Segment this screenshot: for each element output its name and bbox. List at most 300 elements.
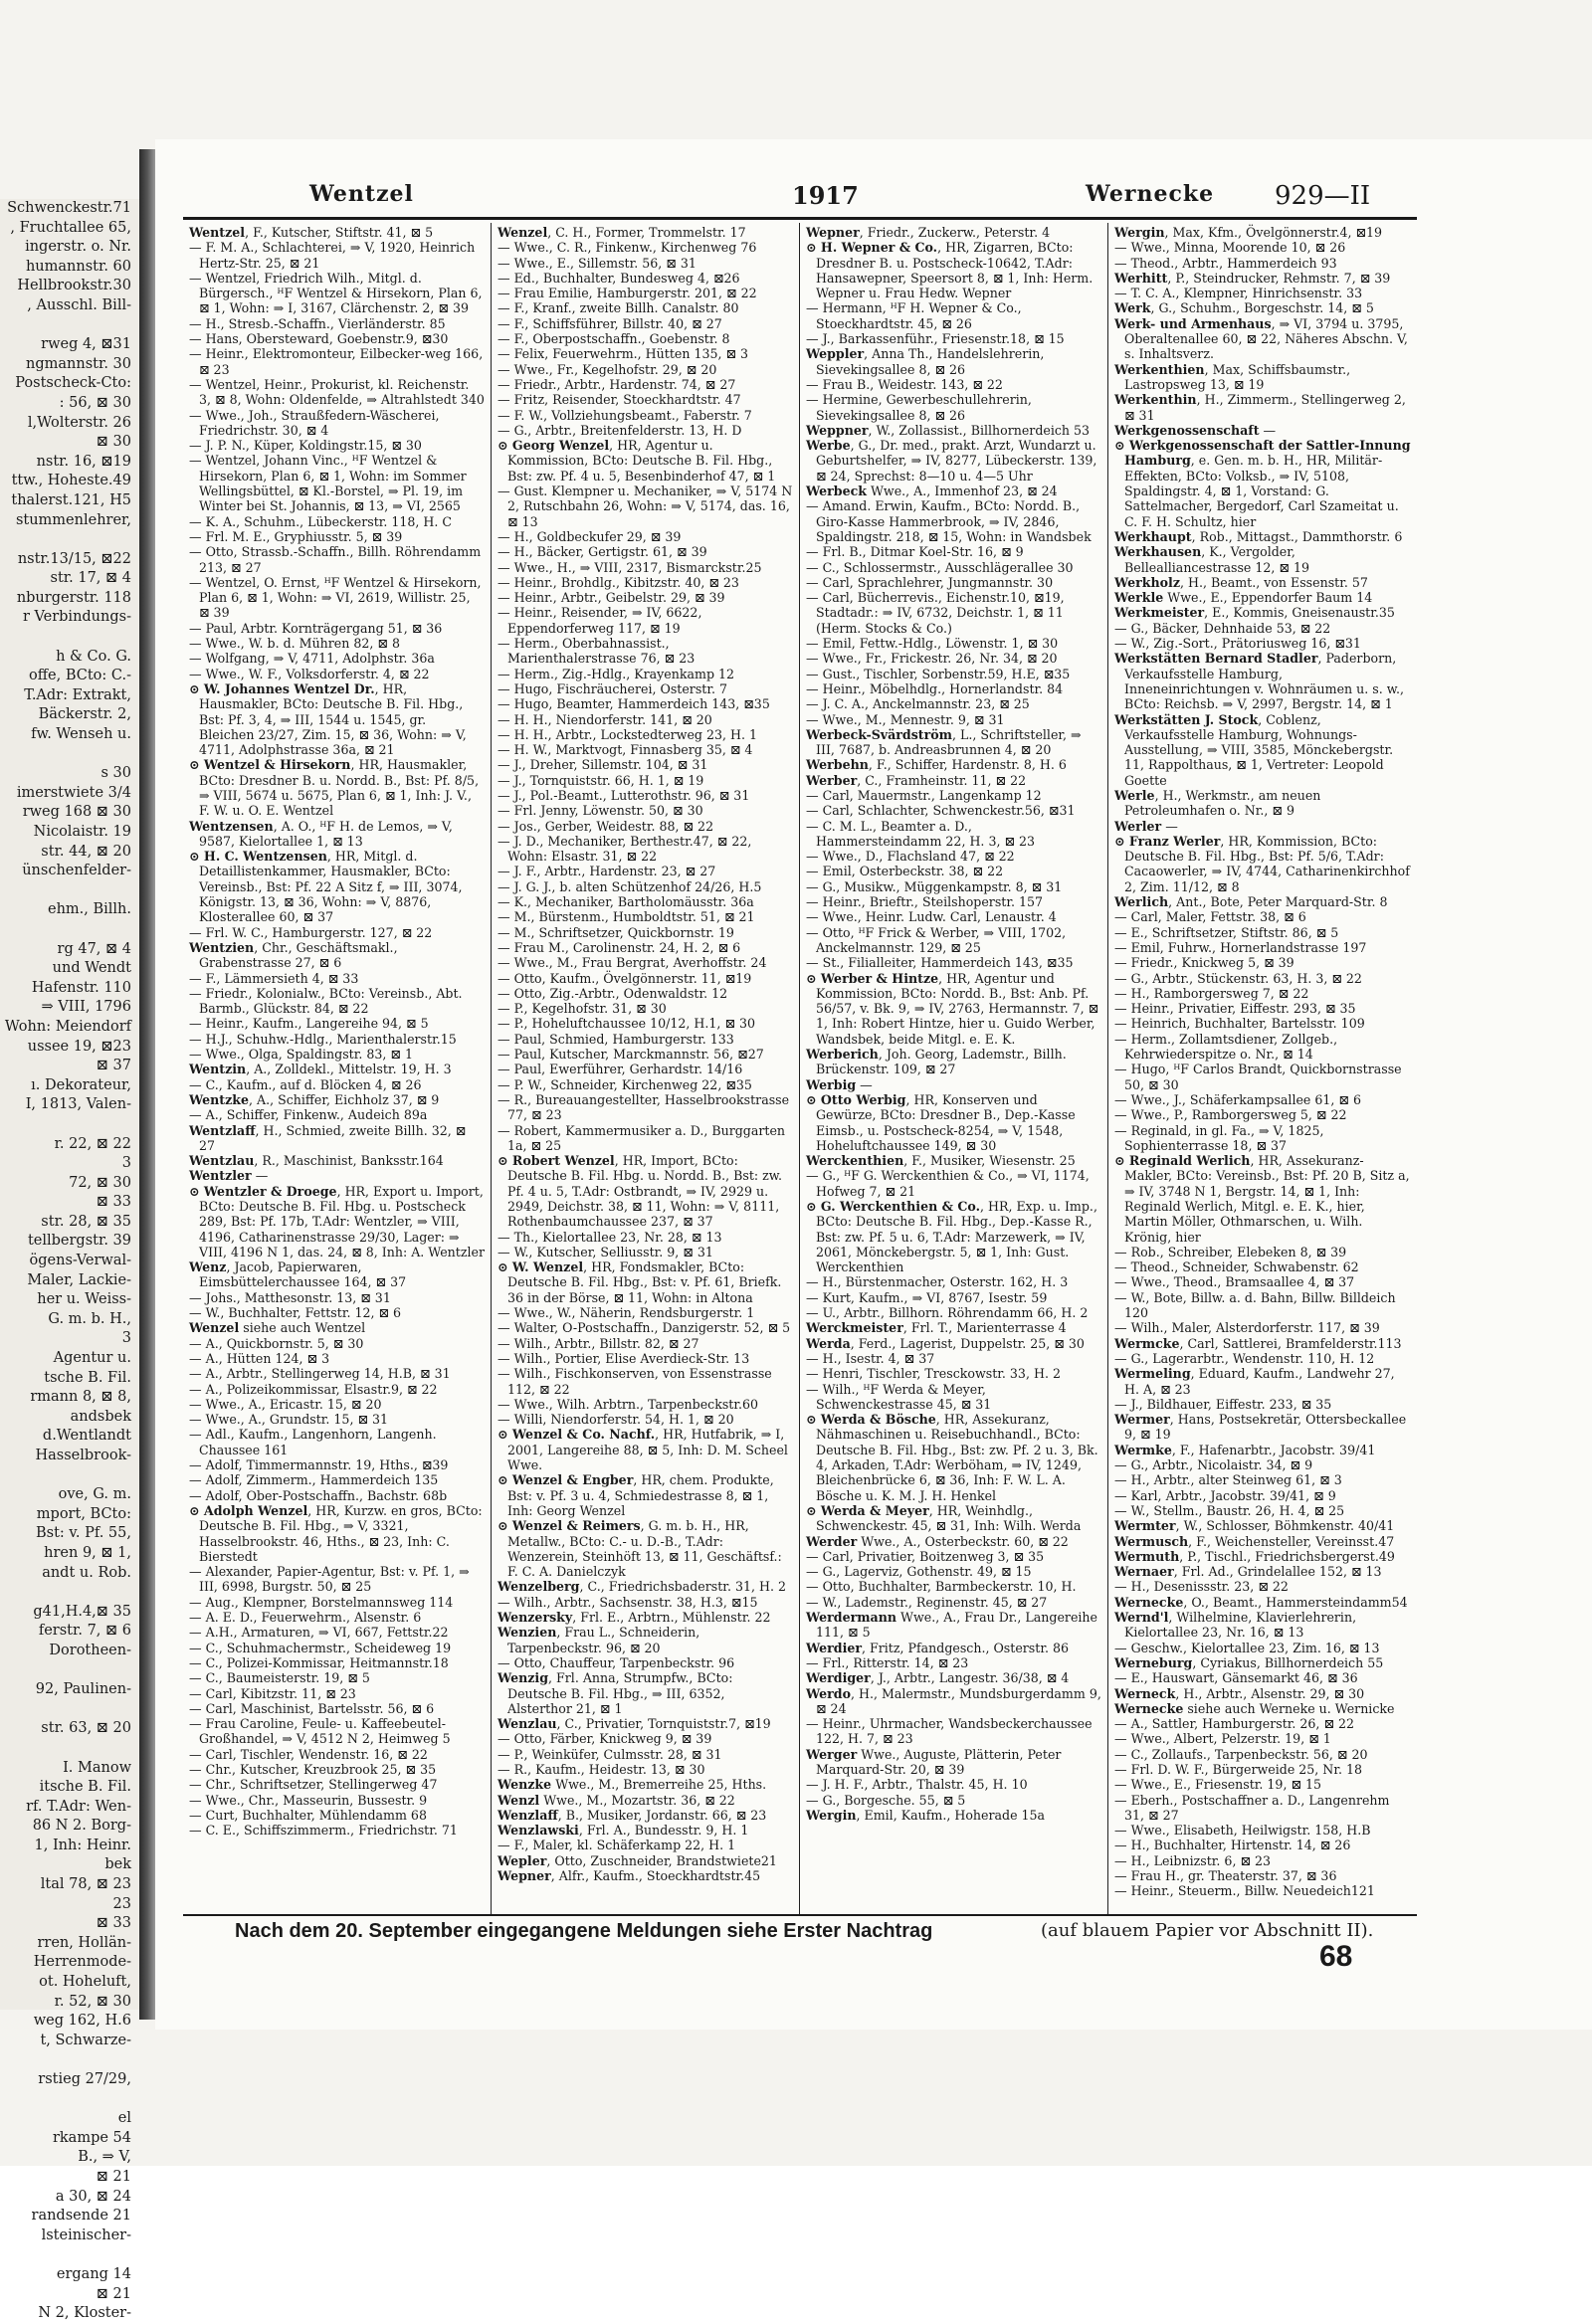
directory-entry: — Emil, Fuhrw., Hornerlandstrasse 197 (1114, 939, 1367, 955)
directory-column-1 (183, 223, 492, 1914)
strip-line: d.Wentlandt (42, 1428, 131, 1445)
directory-page (155, 139, 1592, 2030)
directory-entry: Wepner, Friedr., Zuckerw., Peterstr. 4 (806, 225, 1051, 240)
directory-entry: — Carl, Schlachter, Schwenckestr.56, ⊠31 (806, 803, 1076, 819)
directory-entry: Wenzelberg, C., Friedrichsbaderstr. 31, H. 2 (498, 1579, 786, 1595)
directory-entry: — Otto, ᴴF Frick & Werber, ⇒ VIII, 1702, Anckelmannstr. 129, ⊠ 25 (806, 924, 1067, 955)
directory-entry: ⊙ Adolph Wenzel, HR, Kurzw. en gros, BCto: Deutsche B. Fil. Hbg., ⇒ V, 3321, Hasselbrookstr. 46, Hths., ⊠ 23, Inh: C. Bierstedt (189, 1502, 483, 1564)
directory-entry: — J., Bildhauer, Eiffestr. 233, ⊠ 35 (1114, 1396, 1332, 1412)
directory-entry: Werbeck-Svärdström, L., Schriftsteller, ⇒ III, 7687, b. Andreasbrunnen 4, ⊠ 20 (806, 726, 1082, 758)
directory-entry: — Wwe., Minna, Moorende 10, ⊠ 26 (1114, 240, 1346, 256)
directory-entry: — Wwe., A., Ericastr. 15, ⊠ 20 (189, 1396, 382, 1412)
directory-entry: — Wwe., W. b. d. Mühren 82, ⊠ 8 (189, 636, 400, 652)
directory-entry: — Heinr., Brieftr., Steilshoperstr. 157 (806, 894, 1044, 910)
directory-entry: Wentzensen, A. O., ᴴF H. de Lemos, ⇒ V, 9587, Kielortallee 1, ⊠ 13 (189, 818, 453, 849)
directory-entry: — A. E. D., Feuerwehrm., Alsenstr. 6 (189, 1610, 422, 1626)
directory-entry: — Chr., Schriftsetzer, Stellingerweg 47 (189, 1777, 438, 1793)
directory-entry: ⊙ Werda & Bösche, HR, Assekuranz, Nähmaschinen u. Reisebuchhandl., BCto: Deutsche B. Fil. Hbg., Bst: zw. Pf. 2 u. 3, Bk. 4, Arkaden, T.Adr: Werböham, ⇒ IV, 1249, Bleichenbrücke 6, ⊠ 36, Inh: F. W. L. A. Bösche u. K. M. J. H. Henkel (806, 1412, 1098, 1503)
footer-rule (183, 1914, 1417, 1916)
directory-entry: ⊙ H. Wepner & Co., HR, Zigarren, BCto: Dresdner B. u. Postscheck-10642, T.Adr: Hansawepner, Speersort 8, ⊠ 1, Inh: Herm. Wepner u. Frau Hedw. Wepner (806, 240, 1094, 301)
strip-line: Agentur u. (53, 1350, 131, 1367)
directory-entry: — Jos., Gerber, Weidestr. 88, ⊠ 22 (498, 818, 714, 834)
strip-line (0, 1739, 139, 1759)
strip-line: randsende 21 (31, 2208, 131, 2225)
strip-line: s 30 (100, 765, 131, 782)
directory-entry: Werberich, Joh. Georg, Lademstr., Billh. Brückenstr. 109, ⊠ 27 (806, 1047, 1067, 1077)
strip-line: tsche B. Fil. (44, 1369, 131, 1386)
directory-entry: — Hugo, ᴴF Carlos Brandt, Quickbornstrasse 50, ⊠ 30 (1114, 1062, 1402, 1092)
strip-line: rweg 4, ⊠31 (41, 336, 131, 353)
directory-entry: — Wwe., H., ⇒ VIII, 2317, Bismarckstr.25 (498, 559, 762, 575)
directory-entry: — A., Arbtr., Stellingerweg 14, H.B, ⊠ 31 (189, 1366, 451, 1382)
directory-entry: — C., Baumeisterstr. 19, ⊠ 5 (189, 1670, 370, 1686)
directory-entry: — J. F., Arbtr., Hardenstr. 23, ⊠ 27 (498, 864, 716, 879)
directory-entry: — Frl., Ritterstr. 14, ⊠ 23 (806, 1654, 969, 1670)
directory-entry: — Hans, Obersteward, Goebenstr.9, ⊠30 (189, 331, 449, 347)
strip-line: humannstr. 60 (25, 258, 131, 275)
directory-entry: — Friedr., Arbtr., Hardenstr. 74, ⊠ 27 (498, 376, 736, 392)
strip-line: her u. Weiss- (37, 1291, 131, 1308)
strip-line: str. 44, ⊠ 20 (41, 843, 131, 860)
directory-entry: Werkgenossenschaft — (1114, 422, 1277, 438)
directory-entry: — J., Pol.-Beamt., Lutterothstr. 96, ⊠ 31 (498, 787, 750, 803)
directory-entry: Wenzlaff, B., Musiker, Jordanstr. 66, ⊠ 23 (498, 1807, 767, 1823)
directory-entry: — Paul, Schmied, Hamburgerstr. 133 (498, 1031, 734, 1047)
strip-line: 92, Paulinen- (35, 1681, 131, 1698)
strip-line: T.Adr: Extrakt, (24, 686, 131, 703)
strip-line: ⊠ 30 (96, 434, 131, 451)
directory-entry: ⊙ G. Werckenthien & Co., HR, Exp. u. Imp., BCto: Deutsche B. Fil. Hbg., Dep.-Kasse R., Bst: zw. Pf. 5 u. 6, T.Adr: Marzewerk, ⇒ IV, 2061, Mönckebergstr. 5, ⊠ 1, Inh: Gust. Werckenthien (806, 1199, 1097, 1275)
directory-entry: — Heinr., Uhrmacher, Wandsbeckerchaussee 122, H. 7, ⊠ 23 (806, 1716, 1093, 1747)
directory-entry: — E., Hauswart, Gänsemarkt 46, ⊠ 36 (1114, 1670, 1358, 1686)
directory-entry: — C., Kaufm., auf d. Blöcken 4, ⊠ 26 (189, 1076, 422, 1092)
strip-line: fw. Wenseh u. (31, 726, 131, 743)
strip-line: ove, G. m. (58, 1486, 131, 1503)
directory-entry: — F., Oberpostschaffn., Goebenstr. 8 (498, 331, 730, 347)
directory-entry: — Kurt, Kaufm., ⇒ VI, 8767, Isestr. 59 (806, 1289, 1048, 1305)
directory-entry: — Emil, Fettw.-Hdlg., Löwenstr. 1, ⊠ 30 (806, 636, 1059, 652)
directory-entry: Wepler, Otto, Zuschneider, Brandstwiete21 (498, 1852, 777, 1868)
running-head (155, 181, 1419, 217)
directory-entry: — R., Bureauangestellter, Hasselbrookstrasse 77, ⊠ 23 (498, 1091, 790, 1123)
directory-entry: — Reginald, in gl. Fa., ⇒ V, 1825, Sophienterrasse 18, ⊠ 37 (1114, 1122, 1324, 1153)
directory-entry: Werhitt, P., Steindrucker, Rehmstr. 7, ⊠ 39 (1114, 270, 1391, 286)
directory-entry: Wenzersky, Frl. E., Arbtrn., Mühlenstr. 22 (498, 1610, 771, 1626)
strip-line (0, 2245, 139, 2265)
directory-entry: — G., Arbtr., Nicolaistr. 34, ⊠ 9 (1114, 1457, 1313, 1473)
directory-entry: — Wwe., D., Flachsland 47, ⊠ 22 (806, 849, 1015, 865)
strip-line: ngmannstr. 30 (26, 355, 131, 372)
directory-entry: — Otto, Strassb.-Schaffn., Billh. Röhrendamm 213, ⊠ 27 (189, 544, 482, 575)
directory-entry: — Frau Emilie, Hamburgerstr. 201, ⊠ 22 (498, 286, 757, 301)
strip-line: , Ausschl. Bill- (27, 296, 131, 313)
strip-line: lsteinischer- (41, 2227, 131, 2243)
strip-line: und Wendt (52, 960, 131, 977)
directory-entry: Werckenthien, F., Musiker, Wiesenstr. 25 (806, 1153, 1076, 1169)
strip-line: Schwenckestr.71 (7, 200, 131, 216)
directory-entry: ⊙ Franz Werler, HR, Kommission, BCto: Deutsche B. Fil. Hbg., Bst: Pf. 5/6, T.Adr: Cacaowerler, ⇒ IV, 4744, Catharinenkirchhof 2, Zim. 11/12, ⊠ 8 (1114, 833, 1410, 894)
directory-entry: — Wwe., W. F., Volksdorferstr. 4, ⊠ 22 (189, 666, 430, 681)
directory-entry: Wenzke Wwe., M., Bremerreihe 25, Hths. (498, 1777, 767, 1793)
directory-entry: — Paul, Kutscher, Marckmannstr. 56, ⊠27 (498, 1047, 764, 1063)
directory-entry: Weppner, W., Zollassist., Billhornerdeich 53 (806, 422, 1091, 438)
directory-entry: Wentzin, A., Zolldekl., Mittelstr. 19, H. 3 (189, 1062, 452, 1077)
directory-entry: — Wwe., Heinr. Ludw. Carl, Lenaustr. 4 (806, 909, 1057, 925)
directory-entry: — Herm., Oberbahnassist., Marienthalerstrasse 76, ⊠ 23 (498, 636, 696, 667)
directory-entry: Wenz, Jacob, Papierwaren, Eimsbüttelerchaussee 164, ⊠ 37 (189, 1259, 407, 1290)
strip-line: r Verbindungs- (22, 609, 131, 626)
directory-entry: Wernaer, Frl. Ad., Grindelallee 152, ⊠ 13 (1114, 1564, 1382, 1580)
directory-entry: — H., Desenissstr. 23, ⊠ 22 (1114, 1579, 1289, 1595)
strip-line: ferstr. 7, ⊠ 6 (38, 1623, 131, 1640)
directory-entry: — Frl. W. C., Hamburgerstr. 127, ⊠ 22 (189, 924, 433, 940)
directory-entry: Werkenthien, Max, Schiffsbaumstr., Lastropsweg 13, ⊠ 19 (1114, 361, 1351, 392)
strip-line: I, 1813, Valen- (25, 1096, 131, 1113)
directory-entry: — W., Zig.-Sort., Prätoriusweg 16, ⊠31 (1114, 636, 1361, 652)
directory-entry: Wentzlau, R., Maschinist, Banksstr.164 (189, 1153, 444, 1169)
directory-column-3 (800, 223, 1108, 1914)
directory-entry: — Frl. B., Ditmar Koel-Str. 16, ⊠ 9 (806, 544, 1024, 560)
directory-entry: — Th., Kielortallee 23, Nr. 28, ⊠ 13 (498, 1229, 722, 1245)
directory-entry: — H., Goldbeckufer 29, ⊠ 39 (498, 528, 682, 544)
strip-line: weg 162, H.6 (33, 2013, 131, 2030)
strip-line (0, 1700, 139, 1720)
directory-entry: — Heinr., Steuerm., Billw. Neuedeich121 (1114, 1883, 1375, 1899)
strip-line: ⊠ 33 (96, 1915, 131, 1932)
directory-entry: — Wwe., A., Grundstr. 15, ⊠ 31 (189, 1412, 389, 1428)
directory-entry: — Otto, Kaufm., Övelgönnerstr. 11, ⊠19 (498, 970, 752, 986)
strip-line: Wohn: Meiendorf (4, 1018, 131, 1035)
directory-entry: Wergin, Max, Kfm., Övelgönnerstr.4, ⊠19 (1114, 225, 1383, 240)
strip-line: Maler, Lackie- (27, 1271, 131, 1288)
directory-entry: ⊙ W. Wenzel, HR, Fondsmakler, BCto: Deutsche B. Fil. Hbg., Bst: v. Pf. 61, Briefk. 36 in der Börse, ⊠ 11, Wohn: in Altona (498, 1259, 782, 1305)
strip-line: h & Co. G. (56, 648, 131, 665)
directory-entry: — Johs., Matthesonstr. 13, ⊠ 31 (189, 1289, 391, 1305)
directory-entry: Werda, Ferd., Lagerist, Duppelstr. 25, ⊠ 30 (806, 1335, 1085, 1351)
strip-line: nburgerstr. 118 (16, 589, 131, 606)
directory-entry: Werkstätten J. Stock, Coblenz, Verkaufsstelle Hamburg, Wohnungs-Ausstellung, ⇒ VIII, 3585, Mönckebergstr. 11, Rappolthaus, ⊠ 1, Vertreter: Leopold Goette (1114, 711, 1394, 788)
directory-entry: Werbig — (806, 1076, 873, 1092)
strip-line: r. 22, ⊠ 22 (54, 1135, 131, 1152)
directory-entry: — G., Musikw., Müggenkampstr. 8, ⊠ 31 (806, 878, 1063, 894)
directory-entry: Weppler, Anna Th., Handelslehrerin, Sievekingsallee 8, ⊠ 26 (806, 346, 1045, 377)
strip-line: rkampe 54 (52, 2129, 131, 2146)
strip-line: ttw., Hoheste.49 (11, 473, 131, 489)
directory-entry: — Gust., Tischler, Sorbenstr.59, H.E, ⊠35 (806, 666, 1071, 681)
footer-note: (auf blauem Papier vor Abschnitt II). (1041, 1920, 1374, 1941)
directory-entry: — H., Buchhalter, Hirtenstr. 14, ⊠ 26 (1114, 1838, 1351, 1853)
directory-entry: — T. C. A., Klempner, Hinrichsenstr. 33 (1114, 286, 1363, 301)
strip-line: ltal 78, ⊠ 23 (40, 1876, 131, 1893)
directory-entry: — Emil, Osterbeckstr. 38, ⊠ 22 (806, 864, 1004, 879)
directory-entry: Wenzel siehe auch Wentzel (189, 1320, 366, 1336)
directory-entry: — Wwe., Joh., Straußfedern-Wäscherei, Friedrichstr. 30, ⊠ 4 (189, 407, 440, 438)
directory-entry: — Wwe., Albert, Pelzerstr. 19, ⊠ 1 (1114, 1731, 1331, 1747)
book-gutter (139, 149, 155, 2020)
directory-entry: — J. H. F., Arbtr., Thalstr. 45, H. 10 (806, 1777, 1028, 1793)
directory-entry: — Wwe., J., Schäferkampsallee 61, ⊠ 6 (1114, 1091, 1361, 1107)
directory-entry: — Carl, Kibitzstr. 11, ⊠ 23 (189, 1685, 356, 1701)
directory-entry: Wermusch, F., Weichensteller, Vereinsst.47 (1114, 1533, 1395, 1549)
strip-line: G. m. b. H., (48, 1310, 131, 1327)
directory-entry: Wentzlaff, H., Schmied, zweite Billh. 32, ⊠ 27 (189, 1122, 467, 1153)
directory-entry: — Heinr., Elektromonteur, Eilbecker-weg 166, ⊠ 23 (189, 346, 484, 377)
directory-entry: — Wwe., P., Ramborgersweg 5, ⊠ 22 (1114, 1107, 1347, 1123)
directory-entry: — J. D., Mechaniker, Berthestr.47, ⊠ 22, Wohn: Elsastr. 31, ⊠ 22 (498, 833, 752, 865)
directory-entry: Wergin, Emil, Kaufm., Hoherade 15a (806, 1807, 1046, 1823)
directory-entry: — Carl, Mauermstr., Langenkamp 12 (806, 787, 1042, 803)
directory-entry: — C., Zollaufs., Tarpenbeckstr. 56, ⊠ 20 (1114, 1746, 1368, 1762)
strip-line: Dorotheen- (49, 1642, 131, 1658)
directory-entry: — Carl, Bücherrevis., Eichenstr.10, ⊠19, Stadtadr.: ⇒ IV, 6732, Deichstr. 1, ⊠ 11 (Herm. Stocks & Co.) (806, 590, 1065, 636)
strip-line (0, 745, 139, 765)
strip-line: Bst: v. Pf. 55, (36, 1525, 131, 1542)
directory-entry: — Heinr., Möbelhdlg., Hornerlandstr. 84 (806, 680, 1064, 696)
directory-entry: — W., Bote, Billw. a. d. Bahn, Billw. Billdeich 120 (1114, 1289, 1396, 1321)
directory-entry: Werk, G., Schuhm., Borgeschstr. 14, ⊠ 5 (1114, 300, 1374, 316)
directory-entry: ⊙ Reginald Werlich, HR, Assekuranz-Makler, BCto: Vereinsb., Bst: Pf. 20 B, Sitz a, ⇒ IV, 3748 N 1, Bergstr. 14, ⊠ 1, Inh: Reginald Werlich, Mitgl. e. E. K., hier, Martin Möller, Othmarschen, u. Wilh. Krönig, hier (1114, 1153, 1410, 1245)
page-number: 68 (1319, 1940, 1353, 1973)
directory-entry: Werkle Wwe., E., Eppendorfer Baum 14 (1114, 590, 1373, 606)
strip-line: , Fruchtallee 65, (10, 219, 131, 236)
directory-entry: — Curt, Buchhalter, Mühlendamm 68 (189, 1807, 427, 1823)
strip-line: ⊠ 21 (96, 2168, 131, 2185)
footer-message: Nach dem 20. September eingegangene Meldungen siehe Erster Nachtrag (235, 1920, 933, 1942)
directory-entry: Werkholz, H., Beamt., von Essenstr. 57 (1114, 574, 1368, 590)
directory-column-4 (1108, 223, 1417, 1914)
header-right-word: Wernecke (1086, 181, 1215, 207)
strip-line: : 56, ⊠ 30 (59, 394, 131, 411)
directory-entry: ⊙ Georg Wenzel, HR, Agentur u. Kommission, BCto: Deutsche B. Fil. Hbg., Bst: zw. Pf. 4 u. 5, Besenbinderhof 47, ⊠ 1 (498, 438, 776, 484)
directory-entry: Werlich, Ant., Bote, Peter Marquard-Str. 8 (1114, 894, 1388, 910)
strip-line: 3 (121, 1155, 131, 1172)
directory-entry: — G., Bäcker, Dehnhaide 53, ⊠ 22 (1114, 620, 1331, 636)
strip-line: t, Schwarze- (40, 2032, 131, 2048)
directory-entry: Werkmeister, E., Kommis, Gneisenaustr.35 (1114, 605, 1395, 621)
directory-entry: — Wwe., Theod., Bramsaallee 4, ⊠ 37 (1114, 1274, 1355, 1290)
directory-entry: — Rob., Schreiber, Elebeken 8, ⊠ 39 (1114, 1244, 1347, 1259)
directory-entry: — Wilh., ᴴF Werda & Meyer, Schwenckestrasse 45, ⊠ 31 (806, 1381, 992, 1412)
directory-entry: — Wentzel, O. Ernst, ᴴF Wentzel & Hirsekorn, Plan 6, ⊠ 1, Wohn: ⇒ VI, 2619, Willistr. 25, ⊠ 39 (189, 574, 482, 621)
strip-line: offe, BCto: C.- (29, 668, 131, 684)
directory-entry: — H., Leibnizstr. 6, ⊠ 23 (1114, 1852, 1272, 1868)
strip-line: ünschenfelder- (22, 863, 131, 879)
directory-entry: Werdier, Fritz, Pfandgesch., Osterstr. 86 (806, 1640, 1069, 1655)
directory-entry: Wernd'l, Wilhelmine, Klavierlehrerin, Kielortallee 23, Nr. 16, ⊠ 13 (1114, 1610, 1357, 1641)
directory-entry: ⊙ Robert Wenzel, HR, Import, BCto: Deutsche B. Fil. Hbg. u. Nordd. B., Bst: zw. Pf. 4 u. 5, T.Adr: Ostbrandt, ⇒ IV, 2929 u. 2949, Deichstr. 38, ⊠ 11, Wohn: ⇒ V, 8111, Rothenbaumchaussee 237, ⊠ 37 (498, 1153, 783, 1230)
strip-line: l,Wolterstr. 26 (27, 414, 131, 431)
directory-entry: — Carl, Privatier, Boitzenweg 3, ⊠ 35 (806, 1548, 1045, 1564)
directory-entry: Wentzel, F., Kutscher, Stiftstr. 41, ⊠ 5 (189, 225, 434, 240)
directory-entry: — W., Stellm., Baustr. 26, H. 4, ⊠ 25 (1114, 1502, 1345, 1518)
strip-line (0, 2050, 139, 2070)
directory-entry: — F., Schiffsführer, Billstr. 40, ⊠ 27 (498, 315, 722, 331)
directory-entry: — Wwe., Chr., Masseurin, Bussestr. 9 (189, 1792, 428, 1808)
directory-entry: Werdermann Wwe., A., Frau Dr., Langereihe 111, ⊠ 5 (806, 1610, 1097, 1641)
strip-line (0, 2090, 139, 2110)
directory-entry: — H., Bürstenmacher, Osterstr. 162, H. 3 (806, 1274, 1069, 1290)
directory-entry: — H. H., Arbtr., Lockstedterweg 23, H. 1 (498, 726, 757, 742)
strip-line: 1, Inh: Heinr. (34, 1837, 131, 1853)
strip-line: Herrenmode- (33, 1954, 131, 1971)
directory-entry: — A., Polizeikommissar, Elsastr.9, ⊠ 22 (189, 1381, 438, 1397)
directory-entry: ⊙ H. C. Wentzensen, HR, Mitgl. d. Detaillistenkammer, Hausmakler, BCto: Vereinsb., Bst: Pf. 22 A Sitz f, ⇒ III, 3074, Königstr. 13, ⊠ 36, Wohn: ⇒ V, 8876, Klosterallee 60, ⊠ 37 (189, 849, 463, 925)
directory-entry: — C. E., Schiffszimmerm., Friedrichstr. 71 (189, 1823, 458, 1839)
strip-line: itsche B. Fil. (39, 1779, 131, 1796)
directory-entry: — Otto, Zig.-Arbtr., Odenwaldstr. 12 (498, 985, 728, 1001)
strip-line: Nicolaistr. 19 (33, 824, 131, 840)
strip-line: mport, BCto: (36, 1505, 131, 1522)
strip-line: N 2, Kloster- (38, 2305, 131, 2322)
strip-line: ussee 19, ⊠23 (27, 1038, 131, 1055)
directory-entry: — Wentzel, Friedrich Wilh., Mitgl. d. Bürgersch., ᴴF Wentzel & Hirsekorn, Plan 6, ⊠ 1, Wohn: ⇒ I, 3167, Clärchenstr. 2, ⊠ 39 (189, 270, 483, 316)
directory-entry: — Geschw., Kielortallee 23, Zim. 16, ⊠ 13 (1114, 1640, 1380, 1655)
directory-entry: Wentzke, A., Schiffer, Eichholz 37, ⊠ 9 (189, 1091, 440, 1107)
strip-line: ögens-Verwal- (29, 1253, 131, 1269)
strip-line: ı. Dekorateur, (31, 1076, 131, 1093)
directory-entry: — Paul, Ewerführer, Gerhardstr. 14/16 (498, 1062, 743, 1077)
directory-entry: — Wilh., Arbtr., Billstr. 82, ⊠ 27 (498, 1335, 699, 1351)
directory-entry: ⊙ Werda & Meyer, HR, Weinhdlg., Schwenckestr. 45, ⊠ 31, Inh: Wilh. Werda (806, 1502, 1082, 1534)
directory-entry: Wermeling, Eduard, Kaufm., Landwehr 27, H. A, ⊠ 23 (1114, 1366, 1395, 1397)
directory-column-2 (492, 223, 800, 1914)
directory-entry: Wenzig, Frl. Anna, Strumpfw., BCto: Deutsche B. Fil. Hbg., ⇒ III, 6352, Alsterthor 21, ⊠ 1 (498, 1670, 733, 1716)
directory-entry: — Aug., Klempner, Borstelmannsweg 114 (189, 1594, 454, 1610)
strip-line: ⊠ 21 (96, 2285, 131, 2302)
strip-line: B., ⇒ V, (78, 2149, 131, 2166)
directory-entry: — Theod., Schneider, Schwabenstr. 62 (1114, 1259, 1359, 1275)
directory-entry: — G., Lagerarbtr., Wendenstr. 110, H. 12 (1114, 1350, 1375, 1366)
directory-entry: — Friedr., Knickweg 5, ⊠ 39 (1114, 955, 1294, 971)
directory-entry: — E., Schriftsetzer, Stiftstr. 86, ⊠ 5 (1114, 924, 1339, 940)
directory-entry: Werbehn, F., Schiffer, Hardenstr. 8, H. 6 (806, 757, 1067, 773)
directory-entry: — Eberh., Postschaffner a. D., Langenrehm 31, ⊠ 27 (1114, 1792, 1390, 1823)
strip-line: nstr. 16, ⊠19 (36, 453, 131, 470)
directory-entry: ⊙ Wenzel & Co. Nachf., HR, Hutfabrik, ⇒ I, 2001, Langereihe 88, ⊠ 5, Inh: D. M. Scheel Wwe. (498, 1427, 788, 1473)
directory-entry: Wentzien, Chr., Geschäftsmakl., Grabenstrasse 27, ⊠ 6 (189, 939, 398, 971)
directory-entry: — W., Buchhalter, Fettstr. 12, ⊠ 6 (189, 1305, 402, 1321)
directory-entry: — Wwe., E., Friesenstr. 19, ⊠ 15 (1114, 1777, 1322, 1793)
directory-entry: — Adolf, Timmermannstr. 19, Hths., ⊠39 (189, 1457, 449, 1473)
directory-entry: — F. M. A., Schlachterei, ⇒ V, 1920, Heinrich Hertz-Str. 25, ⊠ 21 (189, 240, 476, 271)
directory-entry: — Wwe., M., Mennestr. 9, ⊠ 31 (806, 711, 1005, 727)
directory-entry: — Herm., Zollamtsdiener, Zollgeb., Kehrwiederspitze o. Nr., ⊠ 14 (1114, 1031, 1338, 1063)
header-left-word: Wentzel (309, 181, 414, 207)
header-rule (183, 217, 1417, 220)
directory-entry: — Frl. M. E., Gryphiusstr. 5, ⊠ 39 (189, 528, 403, 544)
strip-line: a 30, ⊠ 24 (55, 2188, 131, 2205)
strip-line (0, 1466, 139, 1486)
directory-entry: Werler — (1114, 818, 1178, 834)
directory-entry: — Paul, Arbtr. Kornträgergang 51, ⊠ 36 (189, 620, 443, 636)
directory-entry: — Amand. Erwin, Kaufm., BCto: Nordd. B., Giro-Kasse Hammerbrook, ⇒ IV, 2846, Spaldingstr. 218, ⊠ 15, Wohn: in Wandsbek (806, 498, 1092, 544)
directory-entry: — J. G. J., b. alten Schützenhof 24/26, H.5 (498, 878, 762, 894)
directory-entry: — Wwe., Wilh. Arbtrn., Tarpenbeckstr.60 (498, 1396, 759, 1412)
directory-entry: — Robert, Kammermusiker a. D., Burggarten 1a, ⊠ 25 (498, 1122, 786, 1153)
directory-entry: — Carl, Maschinist, Bartelsstr. 56, ⊠ 6 (189, 1700, 435, 1716)
directory-entry: Wenzien, Frau L., Schneiderin, Tarpenbeckstr. 96, ⊠ 20 (498, 1625, 700, 1655)
directory-entry: — Wentzel, Heinr., Prokurist, kl. Reichenstr. 3, ⊠ 8, Wohn: Oldenfelde, ⇒ Altrahlstedt 340 (189, 376, 485, 408)
directory-entry: ⊙ Wentzler & Droege, HR, Export u. Import, BCto: Deutsche B. Fil. Hbg. u. Postscheck 289, Bst: Pf. 17b, T.Adr: Wentzler, ⇒ VIII, 4196, Catharinenstrasse 29/30, Lager: ⇒ VIII, 4196 N 1, das. 24, ⊠ 8, Inh: A. Wentzler (189, 1183, 485, 1259)
directory-entry: — Frl. D. W. F., Bürgerweide 25, Nr. 18 (1114, 1761, 1362, 1777)
strip-line: andsbek (70, 1408, 131, 1425)
page-footer (215, 1920, 1409, 1973)
directory-entry: Wentzler — (189, 1168, 269, 1184)
strip-line: rf. T.Adr: Wen- (26, 1798, 131, 1815)
strip-line: 3 (121, 1330, 131, 1347)
directory-entry: Werkhaupt, Rob., Mittagst., Dammthorstr. 6 (1114, 528, 1403, 544)
directory-entry: — Alexander, Papier-Agentur, Bst: v. Pf. 1, ⇒ III, 6998, Burgstr. 50, ⊠ 25 (189, 1564, 470, 1595)
strip-line: stummenlehrer, (15, 511, 131, 528)
strip-line: ⊠ 37 (96, 1058, 131, 1074)
directory-entry: — Hermine, Gewerbeschullehrerin, Sievekingsallee 8, ⊠ 26 (806, 392, 1032, 423)
directory-columns (183, 223, 1417, 1914)
directory-entry: — Wwe., Olga, Spaldingstr. 83, ⊠ 1 (189, 1047, 413, 1063)
strip-line (0, 530, 139, 550)
directory-entry: — K., Mechaniker, Bartholomäusstr. 36a (498, 894, 754, 910)
directory-entry: — P., Hoheluftchaussee 10/12, H.1, ⊠ 30 (498, 1016, 756, 1032)
header-year: 1917 (792, 181, 859, 210)
strip-line: str. 17, ⊠ 4 (50, 570, 131, 587)
directory-entry: — C., Polizei-Kommissar, Heitmannstr.18 (189, 1654, 449, 1670)
strip-line: 72, ⊠ 30 (69, 1174, 131, 1191)
strip-line: hren 9, ⊠ 1, (44, 1544, 131, 1561)
directory-entry: — Adolf, Ober-Postschaffn., Bachstr. 68b (189, 1487, 448, 1503)
directory-entry: — G., Borgesche. 55, ⊠ 5 (806, 1792, 966, 1808)
directory-entry: — Wwe., Fr., Kegelhofstr. 29, ⊠ 20 (498, 361, 717, 377)
directory-entry: — Adolf, Zimmerm., Hammerdeich 135 (189, 1472, 439, 1488)
strip-line: ot. Hoheluft, (39, 1974, 131, 1991)
directory-entry: — C., Schlossermstr., Ausschlägerallee 30 (806, 559, 1074, 575)
directory-entry: — F., Maler, kl. Schäferkamp 22, H. 1 (498, 1838, 736, 1853)
strip-line (0, 1583, 139, 1603)
directory-entry: — St., Filialleiter, Hammerdeich 143, ⊠35 (806, 955, 1074, 971)
directory-entry: — A.H., Armaturen, ⇒ VI, 667, Fettstr.22 (189, 1625, 449, 1641)
strip-line (0, 628, 139, 648)
directory-entry: — Otto, Buchhalter, Barmbeckerstr. 10, H. (806, 1579, 1077, 1595)
strip-line: ingerstr. o. Nr. (25, 239, 131, 256)
directory-entry: — C. M. L., Beamter a. D., Hammersteindamm 22, H. 3, ⊠ 23 (806, 818, 1036, 849)
directory-entry: — Frl. Jenny, Löwenstr. 50, ⊠ 30 (498, 803, 703, 819)
directory-entry: — F. W., Vollziehungsbeamt., Faberstr. 7 (498, 407, 752, 423)
directory-entry: — H., Ramborgersweg 7, ⊠ 22 (1114, 985, 1309, 1001)
strip-line: Hafenstr. 110 (31, 979, 131, 996)
strip-line: rweg 168 ⊠ 30 (22, 804, 131, 821)
adjacent-page-strip (0, 199, 139, 2322)
directory-entry: — Carl, Sprachlehrer, Jungmannstr. 30 (806, 574, 1054, 590)
directory-entry: ⊙ W. Johannes Wentzel Dr., HR, Hausmakler, BCto: Deutsche B. Fil. Hbg., Bst: Pf. 3, 4, ⇒ III, 1544 u. 1545, gr. Bleichen 23/27, Zim. 15, ⊠ 36, Wohn: ⇒ V, 4711, Adolphstrasse 36a, ⊠ 21 (189, 680, 467, 758)
directory-entry: ⊙ Werber & Hintze, HR, Agentur und Kommission, BCto: Nordd. B., Bst: Anb. Pf. 56/57, v. Bk. 9, ⇒ IV, 2763, Hermannstr. 7, ⊠ 1, Inh: Robert Hintze, hier u. Guido Werber, Wandsbek, beide Mitgl. e. E. K. (806, 970, 1099, 1047)
directory-entry: — W., Kutscher, Selliusstr. 9, ⊠ 31 (498, 1244, 713, 1259)
directory-entry: — Walter, O-Postschaffn., Danzigerstr. 52, ⊠ 5 (498, 1320, 791, 1336)
directory-entry: Werneck, H., Arbtr., Alsenstr. 29, ⊠ 30 (1114, 1685, 1365, 1701)
strip-line: rmann 8, ⊠ 8, (30, 1389, 131, 1406)
directory-entry: — Otto, Chauffeur, Tarpenbeckstr. 96 (498, 1654, 735, 1670)
directory-entry: — Otto, Färber, Knickweg 9, ⊠ 39 (498, 1731, 712, 1747)
directory-entry: — U., Arbtr., Billhorn. Röhrendamm 66, H. 2 (806, 1305, 1089, 1321)
directory-entry: Wermter, W., Schlosser, Böhmkenstr. 40/41 (1114, 1518, 1395, 1534)
strip-line: Hasselbrook- (35, 1448, 131, 1463)
directory-entry: — Henri, Tischler, Tresckowstr. 33, H. 2 (806, 1366, 1061, 1382)
strip-line (0, 881, 139, 901)
directory-entry: — Ed., Buchhalter, Bundesweg 4, ⊠26 (498, 270, 740, 286)
directory-entry: — Wwe., Elisabeth, Heilwigstr. 158, H.B (1114, 1823, 1371, 1839)
directory-entry: Werneburg, Cyriakus, Billhornerdeich 55 (1114, 1654, 1384, 1670)
directory-entry: — G., ᴴF G. Werckenthien & Co., ⇒ VI, 1174, Hofweg 7, ⊠ 21 (806, 1168, 1090, 1199)
directory-entry: — H., Arbtr., alter Steinweg 61, ⊠ 3 (1114, 1472, 1342, 1488)
strip-line: tellbergstr. 39 (27, 1233, 131, 1250)
strip-line: ⊠ 33 (96, 1194, 131, 1211)
